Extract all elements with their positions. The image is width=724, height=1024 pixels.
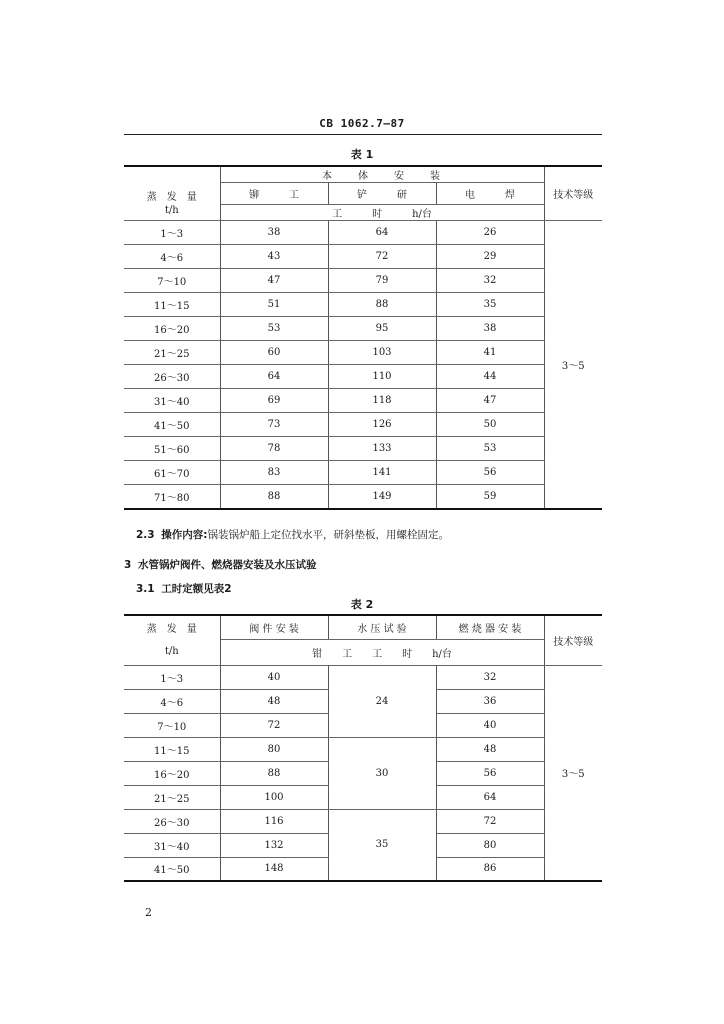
table-row: 21～25 100 64 bbox=[124, 785, 602, 809]
table-row: 1～3 40 24 32 3～5 bbox=[124, 665, 602, 689]
table-row: 31～40 132 80 bbox=[124, 833, 602, 857]
pressure-group-3: 35 bbox=[328, 809, 436, 881]
table-row: 71～80 88 149 59 bbox=[124, 485, 602, 509]
table2-col-valves: 阀 件 安 装 bbox=[220, 615, 328, 639]
table1-capacity-header: 蒸 发 量 bbox=[124, 166, 220, 205]
table-row: 1～3 38 64 26 3～5 bbox=[124, 221, 602, 245]
table-row: 26～30 116 35 72 bbox=[124, 809, 602, 833]
table2-capacity-unit: t/h bbox=[124, 639, 220, 665]
table-row: 16～20 88 56 bbox=[124, 761, 602, 785]
table-row: 11～15 51 88 35 bbox=[124, 293, 602, 317]
header-rule bbox=[124, 134, 602, 135]
table1-capacity-unit: t/h bbox=[124, 205, 220, 221]
table2 bbox=[124, 614, 602, 882]
table-row: 21～25 60 103 41 bbox=[124, 341, 602, 365]
table-row: 7～10 47 79 32 bbox=[124, 269, 602, 293]
table-row: 51～60 78 133 53 bbox=[124, 437, 602, 461]
table2-col-burner: 燃 烧 器 安 装 bbox=[436, 615, 544, 639]
table-row: 61～70 83 141 56 bbox=[124, 461, 602, 485]
table2-unit-row: 钳 工 工 时 h/台 bbox=[220, 639, 544, 665]
pressure-group-1: 24 bbox=[328, 665, 436, 737]
table-row: 41～50 148 86 bbox=[124, 857, 602, 881]
table1-col-grinding: 铲 研 bbox=[328, 183, 436, 205]
table-row: 26～30 64 110 44 bbox=[124, 365, 602, 389]
table-row: 4～6 43 72 29 bbox=[124, 245, 602, 269]
section-2-3: 2.3 操作内容:锅装锅炉船上定位找水平，研斜垫板，用螺栓固定。 bbox=[136, 529, 449, 541]
pressure-group-2: 30 bbox=[328, 737, 436, 809]
table1-grade-header: 技术等级 bbox=[544, 166, 602, 221]
table2-grade-value: 3～5 bbox=[544, 665, 602, 881]
table1 bbox=[124, 165, 602, 510]
section-3-1: 3.1 工时定额见表2 bbox=[136, 583, 232, 595]
table-row: 31～40 69 118 47 bbox=[124, 389, 602, 413]
table2-capacity-header: 蒸 发 量 bbox=[124, 615, 220, 639]
document-code: CB 1062.7—87 bbox=[319, 117, 405, 130]
table-row: 16～20 53 95 38 bbox=[124, 317, 602, 341]
section-3-heading: 3 水管锅炉阀件、燃烧器安装及水压试验 bbox=[124, 559, 317, 571]
table1-col-riveter: 铆 工 bbox=[220, 183, 328, 205]
page-number: 2 bbox=[145, 906, 152, 919]
table1-grade-value: 3～5 bbox=[544, 221, 602, 509]
table2-caption: 表 2 bbox=[350, 598, 374, 611]
table1-caption: 表 1 bbox=[350, 148, 374, 161]
table1-body-install-header: 本 体 安 装 bbox=[220, 166, 544, 183]
table1-unit-row: 工 时 h/台 bbox=[220, 205, 544, 221]
table2-col-pressure-test: 水 压 试 验 bbox=[328, 615, 436, 639]
table-row: 7～10 72 40 bbox=[124, 713, 602, 737]
table-row: 41～50 73 126 50 bbox=[124, 413, 602, 437]
table1-col-welding: 电 焊 bbox=[436, 183, 544, 205]
table-row: 4～6 48 36 bbox=[124, 689, 602, 713]
table-row: 11～15 80 30 48 bbox=[124, 737, 602, 761]
table2-grade-header: 技术等级 bbox=[544, 615, 602, 665]
